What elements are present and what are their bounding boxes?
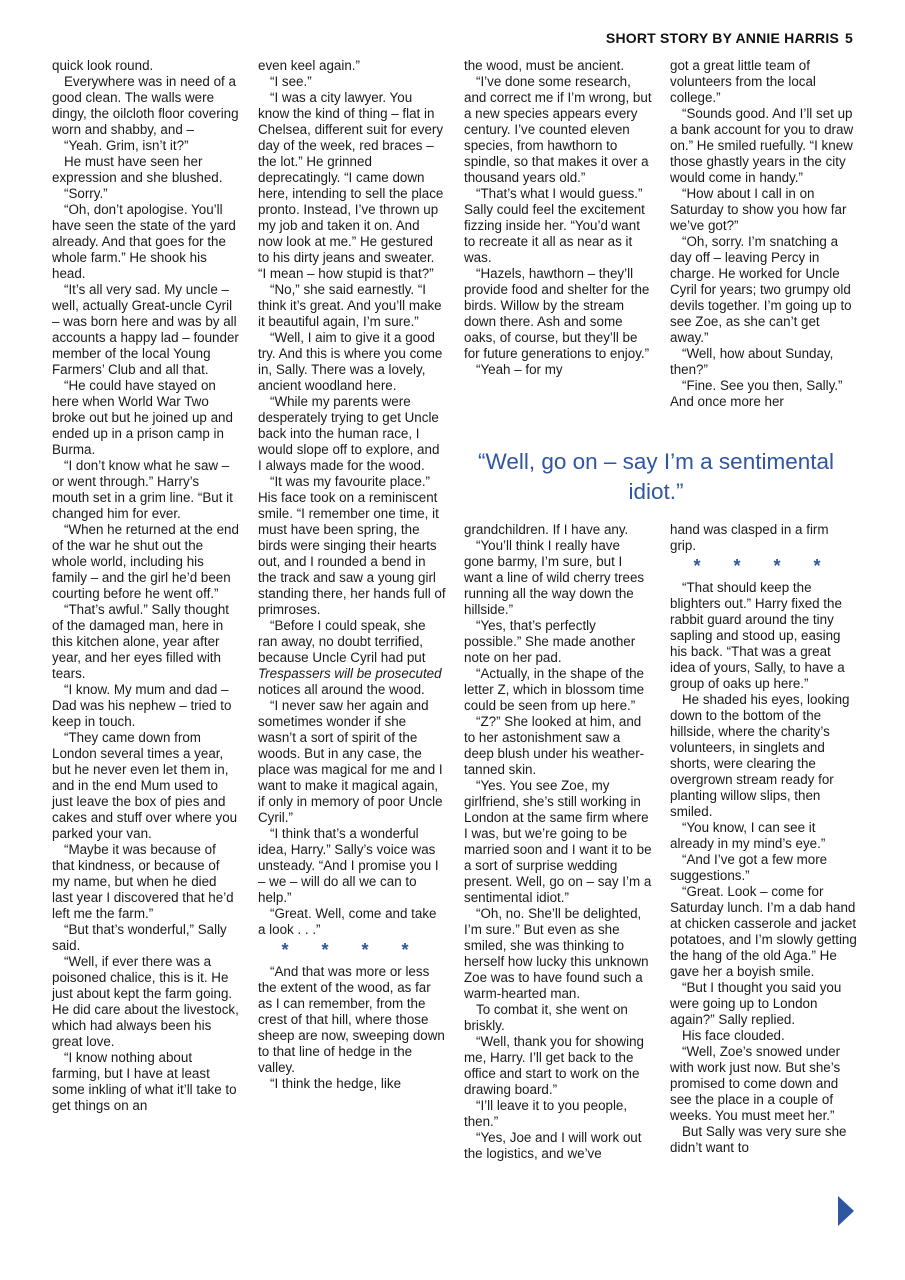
- paragraph: “Yeah – for my: [476, 362, 563, 377]
- paragraph: “I know. My mum and dad – Dad was his nephew – tried to keep in touch.: [52, 682, 232, 729]
- paragraph: “That’s what I would guess.” Sally could feel the excitement fizzing inside her. “You’d want to recreate it all as near as it was.: [464, 186, 645, 265]
- paragraph: “Z?” She looked at him, and to her astonishment saw a deep blush under his weather-tanned skin.: [464, 714, 645, 777]
- paragraph: “When he returned at the end of the war he shut out the whole world, including his family – and the girl he’d been courting before he went off.”: [52, 522, 239, 601]
- paragraph: “I think that’s a wonderful idea, Harry.” Sally’s voice was unsteady. “And I promise you I – we – will do all we can to help.”: [258, 826, 439, 905]
- paragraph: His face clouded.: [682, 1028, 785, 1043]
- paragraph: “While my parents were desperately trying to get Uncle back into the human race, I would slope off to explore, and I always made for the wood.: [258, 394, 440, 473]
- paragraph: “I never saw her again and sometimes wonder if she wasn’t a sort of spirit of the woods. But in any case, the place was magical for me and I want to make it magical again, if only in memory of poor Uncle Cyril.”: [258, 698, 443, 825]
- column-3-top: [464, 58, 652, 378]
- paragraph: He shaded his eyes, looking down to the bottom of the hillside, where the charity’s volunteers, in singlets and shorts, were clearing the overgrown stream ready for planting willow slips, then smiled.: [670, 692, 850, 819]
- paragraph: “Maybe it was because of that kindness, or because of my name, but when he died last year I discovered that he’d left me the farm.”: [52, 842, 234, 921]
- paragraph: “But I thought you said you were going up to London again?” Sally replied.: [670, 980, 842, 1027]
- paragraph-text: “Before I could speak, she ran away, no doubt terrified, because Uncle Cyril had put: [258, 618, 426, 665]
- paragraph: “They came down from London several times a year, but he never even let them in, and in the end Mum used to just leave the box of pies and cakes and stuff over where you parked your van.: [52, 730, 238, 841]
- paragraph: He must have seen her expression and she blushed.: [52, 154, 223, 185]
- paragraph: “Actually, in the shape of the letter Z, which in blossom time could be seen from up here.”: [464, 666, 645, 713]
- paragraph: [258, 618, 446, 698]
- column-3-bottom: [464, 522, 652, 1162]
- paragraph: “I’ve done some research, and correct me if I’m wrong, but a new species appears every century. I’ve counted eleven species, from hawthorn to spindle, so that makes it over a thousand years old.”: [464, 74, 652, 185]
- paragraph: “I don’t know what he saw – or went through.” Harry’s mouth set in a grim line. “But it changed him for ever.: [52, 458, 233, 521]
- paragraph: “That’s awful.” Sally thought of the damaged man, here in this kitchen alone, year after year, and her eyes filled with tears.: [52, 602, 229, 681]
- paragraph: “Great. Look – come for Saturday lunch. I’m a dab hand at chicken casserole and jacket potatoes, and I’m slowly getting the hang of the old Aga.” He gave her a boyish smile.: [670, 884, 857, 979]
- paragraph: “And that was more or less the extent of the wood, as far as I can remember, from the crest of that hill, where those sheep are now, sweeping down to that line of hedge in the valley.: [258, 964, 445, 1075]
- paragraph: “Oh, don’t apologise. You’ll have seen the state of the yard already. And that goes for the whole farm.” He shook his head.: [52, 202, 236, 281]
- paragraph: “Great. Well, come and take a look . . .”: [258, 906, 437, 937]
- paragraph: “Well, if ever there was a poisoned chalice, this is it. He just about kept the farm going. He did care about the livestock, which had always been his great love.: [52, 954, 239, 1049]
- paragraph-text: notices all around the wood.: [258, 682, 425, 697]
- paragraph: “I know nothing about farming, but I have at least some inkling of what it’ll take to get things on an: [52, 1050, 237, 1113]
- paragraph: “Well, I aim to give it a good try. And this is where you come in, Sally. There was a lovely, ancient woodland here.: [258, 330, 443, 393]
- page-number: 5: [845, 30, 853, 46]
- pull-quote: “Well, go on – say I’m a sentimental idiot.”: [478, 449, 834, 504]
- paragraph: the wood, must be ancient.: [464, 58, 625, 73]
- paragraph: grandchildren. If I have any.: [464, 522, 629, 537]
- running-title: SHORT STORY BY ANNIE HARRIS: [605, 30, 839, 46]
- paragraph: got a great little team of volunteers from the local college.”: [670, 58, 816, 105]
- paragraph: But Sally was very sure she didn’t want to: [670, 1124, 847, 1155]
- paragraph: “I think the hedge, like: [270, 1076, 402, 1091]
- paragraph: “It was my favourite place.” His face took on a reminiscent smile. “I remember one time, it must have been spring, the birds were singing their hearts out, and I rounded a bend in the track and saw a young girl standing there, her hands full of primroses.: [258, 474, 446, 617]
- paragraph: “And I’ve got a few more suggestions.”: [670, 852, 828, 883]
- column-4-top: [670, 58, 858, 410]
- paragraph: “Yeah. Grim, isn’t it?”: [64, 138, 189, 153]
- paragraph: “Well, how about Sunday, then?”: [670, 346, 834, 377]
- paragraph: “Yes. You see Zoe, my girlfriend, she’s still working in London at the same firm where I was, but we’re going to be married soon and I want it to be a sort of surprise wedding present. Well, go on – say I’m a sentimental idiot.”: [464, 778, 652, 905]
- paragraph: “Oh, sorry. I’m snatching a day off – leaving Percy in charge. He worked for Uncle Cyril for years; two grumpy old devils together. I’m going up to see Zoe, as she can’t get away.”: [670, 234, 852, 345]
- running-header: [606, 30, 853, 46]
- column-2: [258, 58, 446, 1092]
- paragraph: “I’ll leave it to you people, then.”: [464, 1098, 628, 1129]
- paragraph: “It’s all very sad. My uncle – well, actually Great-uncle Cyril – was born here and was by all accounts a happy lad – founder member of the local Young Farmers’ Club and all that.: [52, 282, 239, 377]
- paragraph: “He could have stayed on here when World War Two broke out but he joined up and ended up in a prison camp in Burma.: [52, 378, 233, 457]
- paragraph: “You’ll think I really have gone barmy, I’m sure, but I want a line of wild cherry trees running all the way down the hillside.”: [464, 538, 645, 617]
- scene-break: * * * *: [281, 940, 423, 960]
- paragraph: “Well, Zoe’s snowed under with work just now. But she’s promised to come down and see the place in a couple of weeks. You must meet her.”: [670, 1044, 841, 1123]
- paragraph: “Yes, Joe and I will work out the logistics, and we’ve: [464, 1130, 642, 1161]
- paragraph: hand was clasped in a firm grip.: [670, 522, 829, 553]
- paragraph: “Sorry.”: [64, 186, 108, 201]
- paragraph: “That should keep the blighters out.” Harry fixed the rabbit guard around the tiny sapling and stood up, easing his back. “That was a great idea of yours, Sally, to have a group of oaks up here.”: [670, 580, 845, 691]
- next-page-arrow-icon: [838, 1196, 854, 1226]
- paragraph: “Fine. See you then, Sally.” And once more her: [670, 378, 843, 409]
- paragraph: “Hazels, hawthorn – they’ll provide food and shelter for the birds. Willow by the stream down there. Ash and some oaks, of course, but they’ll be for future generations to enjoy.”: [464, 266, 650, 361]
- paragraph: “Sounds good. And I’ll set up a bank account for you to draw on.” He smiled ruefully. “I knew those ghastly years in the city would come in handy.”: [670, 106, 854, 185]
- paragraph: Everywhere was in need of a good clean. The walls were dingy, the oilcloth floor covering worn and shabby, and –: [52, 74, 239, 137]
- paragraph: “I see.”: [270, 74, 312, 89]
- scene-break: * * * *: [693, 556, 835, 576]
- paragraph: quick look round.: [52, 58, 154, 73]
- paragraph: “But that’s wonderful,” Sally said.: [52, 922, 227, 953]
- paragraph: “Oh, no. She’ll be delighted, I’m sure.” But even as she smiled, she was thinking to herself how lucky this unknown Zoe was to have found such a warm-hearted man.: [464, 906, 649, 1001]
- paragraph: “Well, thank you for showing me, Harry. I’ll get back to the office and start to work on the drawing board.”: [464, 1034, 644, 1097]
- column-4-bottom: [670, 522, 858, 1156]
- paragraph: even keel again.”: [258, 58, 360, 73]
- paragraph: “I was a city lawyer. You know the kind of thing – flat in Chelsea, different suit for every day of the week, red braces – the lot.” He grinned deprecatingly. “I came down here, intending to sell the place pronto. Instead, I’ve thrown up my job and taken it on. And now look at me.” He gestured to his dirty jeans and sweater. “I mean – how stupid is that?”: [258, 90, 444, 281]
- paragraph: “How about I call in on Saturday to show you how far we’ve got?”: [670, 186, 847, 233]
- italic-notice-text: Trespassers will be prosecuted: [258, 666, 442, 681]
- column-1: [52, 58, 240, 1114]
- paragraph: “Yes, that’s perfectly possible.” She made another note on her pad.: [464, 618, 636, 665]
- paragraph: “You know, I can see it already in my mind’s eye.”: [670, 820, 826, 851]
- paragraph: “No,” she said earnestly. “I think it’s great. And you’ll make it beautiful again, I’m sure.”: [258, 282, 442, 329]
- paragraph: To combat it, she went on briskly.: [464, 1002, 628, 1033]
